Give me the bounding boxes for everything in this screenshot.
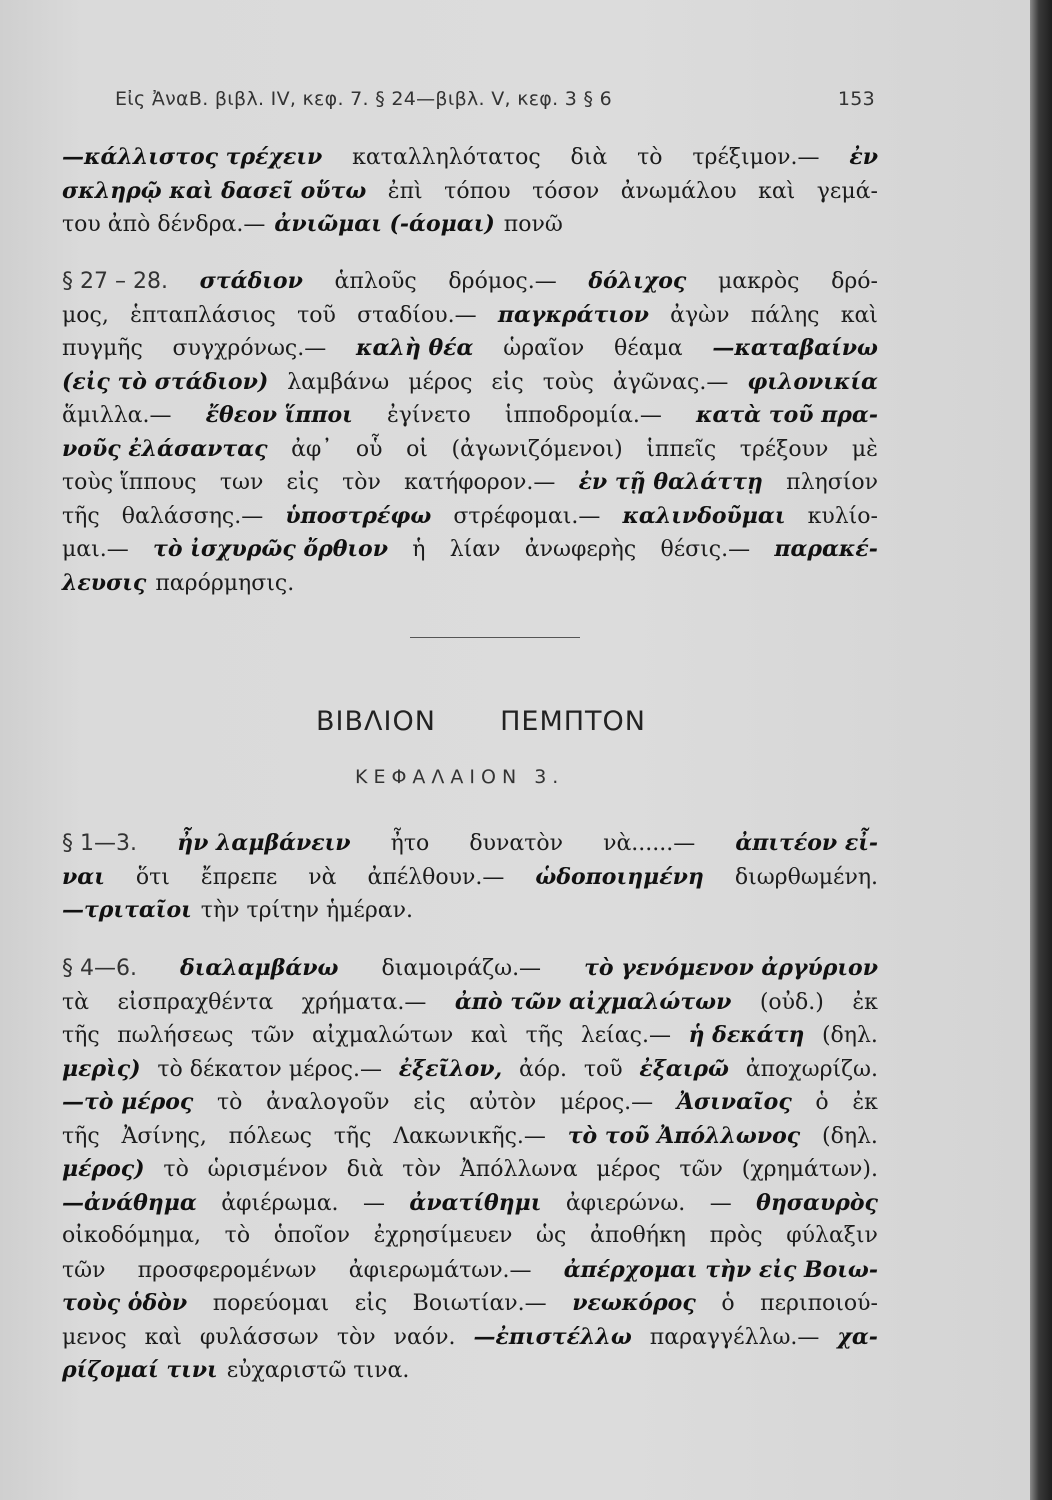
gloss-text: εὐχαριστῶ τινα. bbox=[226, 1358, 410, 1383]
gloss-text: τόσον bbox=[532, 178, 600, 204]
gloss-text: ἀπέλθουν.— bbox=[367, 864, 505, 890]
gloss-text: ναόν. bbox=[393, 1324, 456, 1350]
gloss-text: ἀόρ. bbox=[519, 1056, 568, 1082]
gloss-text: ἐχρησίμευεν bbox=[373, 1223, 513, 1248]
gloss-text: ἀγῶνας.— bbox=[612, 369, 729, 395]
gloss-text: σταδίου.— bbox=[357, 302, 477, 328]
gloss-text: (δηλ. bbox=[821, 1123, 878, 1149]
gloss-text: των bbox=[219, 470, 264, 495]
gloss-text: ἀγὼν bbox=[670, 302, 730, 328]
gloss-text: ἀποχωρίζω. bbox=[745, 1056, 878, 1082]
lemma-term: —ἀνάθημα bbox=[62, 1189, 197, 1216]
text-line bbox=[62, 830, 878, 864]
gloss-text: οὗ bbox=[355, 436, 383, 462]
gloss-text: ὅτι bbox=[135, 864, 170, 890]
book-title bbox=[316, 706, 646, 737]
lemma-term: ἀπέρχομαι τὴν εἰς Βοιω- bbox=[563, 1256, 878, 1283]
gloss-text: τὸν bbox=[402, 1157, 442, 1182]
gloss-text: χρήματα.— bbox=[301, 989, 427, 1015]
gloss-text: παραγγέλλω.— bbox=[649, 1324, 820, 1350]
text-line bbox=[62, 536, 878, 570]
gloss-text: διωρθωμένη. bbox=[734, 864, 878, 890]
text-line bbox=[62, 268, 878, 302]
gloss-text: λείας.— bbox=[580, 1023, 671, 1048]
gloss-text: τὸν bbox=[342, 470, 381, 495]
gloss-text: διὰ bbox=[570, 145, 608, 170]
gloss-text: μακρὸς bbox=[718, 269, 800, 294]
gloss-text: (δηλ. bbox=[821, 1023, 878, 1048]
gloss-text: πορεύομαι bbox=[212, 1291, 330, 1316]
text-line bbox=[62, 1257, 878, 1291]
lemma-term: ἐν bbox=[849, 144, 878, 170]
lemma-term: ἀπιτέον εἶ- bbox=[735, 830, 878, 856]
gloss-text: ὁ bbox=[721, 1291, 735, 1316]
lemma-term: ἀπὸ τῶν αἰχμαλώτων bbox=[454, 988, 732, 1015]
gloss-text: μὲ bbox=[851, 436, 878, 462]
gloss-text: μος, bbox=[62, 302, 109, 328]
gloss-text: ἀνωμάλου bbox=[620, 178, 737, 204]
gloss-text: ἀποθήκη bbox=[589, 1223, 686, 1248]
gloss-text: ὁ bbox=[815, 1090, 829, 1115]
gloss-text: τῶν bbox=[250, 1023, 295, 1048]
text-line bbox=[62, 989, 878, 1023]
gloss-text: θέσις.— bbox=[660, 537, 751, 562]
lemma-term: νοῦς ἐλάσαντας bbox=[62, 435, 268, 462]
section-divider bbox=[410, 637, 580, 638]
gloss-text: τὰ bbox=[62, 989, 90, 1015]
lemma-term: ἔθεον ἵπποι bbox=[205, 402, 353, 428]
gloss-text: τοῦ bbox=[297, 302, 336, 328]
gloss-text: ἀναλογοῦν bbox=[266, 1090, 390, 1115]
gloss-text: μαι.— bbox=[62, 537, 129, 562]
gloss-text: τόπου bbox=[444, 178, 511, 204]
lemma-term: φιλονικία bbox=[747, 368, 878, 395]
lemma-term: ὑποστρέφω bbox=[285, 502, 432, 529]
lemma-term: —κάλλιστος τρέχειν bbox=[62, 144, 323, 170]
text-line bbox=[62, 1056, 878, 1090]
gloss-text: ἱπποδρομία.— bbox=[504, 403, 662, 428]
gloss-text: λίαν bbox=[449, 537, 501, 562]
gloss-text: θέαμα bbox=[614, 336, 683, 361]
gloss-text: (χρημάτων). bbox=[741, 1157, 878, 1182]
lemma-term: τὸ γενόμενον ἀργύριον bbox=[584, 955, 878, 981]
gloss-text: Ἀπόλλωνα bbox=[459, 1157, 578, 1182]
lemma-term: ναι bbox=[62, 863, 105, 890]
gloss-text: τῶν bbox=[679, 1157, 723, 1182]
gloss-text: Ἀσίνης, bbox=[121, 1123, 207, 1149]
text-line bbox=[62, 503, 878, 537]
gloss-text: ἦτο bbox=[390, 831, 430, 856]
lemma-term: μέρος) bbox=[62, 1156, 145, 1182]
gloss-text: οἰκοδόμημα, bbox=[62, 1223, 201, 1248]
gloss-text: ἐγίνετο bbox=[386, 403, 471, 428]
lemma-term: τοὺς ὁδὸν bbox=[62, 1290, 188, 1316]
gloss-text: πλησίον bbox=[786, 470, 878, 495]
gloss-text: δρόμος.— bbox=[448, 269, 557, 294]
gloss-text: τρέξουν bbox=[739, 436, 829, 462]
text-line bbox=[62, 1156, 878, 1190]
lemma-term: ἦν λαμβάνειν bbox=[177, 830, 351, 856]
text-line bbox=[62, 302, 878, 336]
text-line bbox=[62, 211, 878, 245]
gloss-text: τὸ bbox=[637, 145, 663, 170]
gloss-text: ὡς bbox=[536, 1223, 567, 1248]
gloss-text: ἀνωφερὴς bbox=[524, 537, 637, 562]
gloss-text: τῆς bbox=[62, 1123, 100, 1149]
gloss-text: ἔπρεπε bbox=[200, 864, 278, 890]
lemma-term: κατὰ τοῦ πρα- bbox=[695, 402, 878, 428]
text-line bbox=[62, 1022, 878, 1056]
gloss-text: πάλης bbox=[750, 302, 820, 328]
text-line bbox=[62, 1357, 878, 1391]
lemma-term: ἐξεῖλον, bbox=[398, 1055, 503, 1082]
text-line bbox=[62, 369, 878, 403]
gloss-text: ἀφιερώνω. bbox=[565, 1190, 686, 1216]
gloss-text: — bbox=[709, 1190, 732, 1216]
gloss-text: τὴν τρίτην ἡμέραν. bbox=[200, 898, 413, 923]
gloss-text: κατήφορον.— bbox=[404, 470, 556, 495]
gloss-text: τῶν bbox=[62, 1257, 106, 1283]
text-line bbox=[62, 955, 878, 989]
gloss-text: οἱ bbox=[406, 436, 428, 462]
gloss-text: καὶ bbox=[840, 302, 878, 328]
lemma-term: —τριταῖοι bbox=[62, 897, 192, 923]
gloss-text: νὰ......— bbox=[603, 831, 696, 856]
lemma-term: μερὶς) bbox=[62, 1055, 141, 1082]
gloss-text: νὰ bbox=[308, 864, 337, 890]
gloss-text: περιποιού- bbox=[760, 1291, 878, 1316]
lemma-term: νεωκόρος bbox=[572, 1290, 696, 1316]
lemma-term: τὸ τοῦ Ἀπόλλωνος bbox=[567, 1122, 801, 1149]
gloss-text: μέρος bbox=[596, 1157, 661, 1182]
gloss-text: μενος bbox=[62, 1324, 127, 1350]
lemma-term: Ἀσιναῖος bbox=[676, 1089, 792, 1115]
gloss-text: ἡ bbox=[412, 537, 426, 562]
lemma-term: ἀνατίθημι bbox=[409, 1189, 542, 1216]
text-line bbox=[62, 864, 878, 898]
gloss-text: καὶ bbox=[470, 1023, 509, 1048]
gloss-text: πονῶ bbox=[503, 212, 563, 237]
text-line bbox=[62, 1089, 878, 1123]
gloss-text: τὸ bbox=[217, 1090, 243, 1115]
gloss-text: (ἀγωνιζόμενοι) bbox=[451, 436, 623, 462]
chapter-title: ΚΕΦΑΛΑΙΟΝ 3. bbox=[355, 766, 565, 788]
gloss-text: τρέξιμον.— bbox=[692, 145, 820, 170]
gloss-text: ἱππεῖς bbox=[646, 436, 717, 462]
lemma-term: δόλιχος bbox=[588, 268, 687, 294]
gloss-text: προσφερομένων bbox=[137, 1257, 317, 1283]
gloss-text: τῆς bbox=[333, 1123, 372, 1149]
gloss-text: ὡρισμένον bbox=[207, 1157, 328, 1182]
paragraph-2 bbox=[62, 268, 878, 603]
lemma-term: διαλαμβάνω bbox=[180, 955, 339, 981]
gloss-text: εἰσπραχθέντα bbox=[117, 989, 274, 1015]
gloss-text: (οὐδ.) bbox=[759, 989, 824, 1015]
gloss-text: καὶ bbox=[758, 178, 796, 204]
gloss-text: Βοιωτίαν.— bbox=[412, 1291, 547, 1316]
gloss-text: τὸν bbox=[336, 1324, 376, 1350]
lemma-term: καλινδοῦμαι bbox=[622, 502, 786, 529]
book-title-word-2: ΠΕΜΠΤΟΝ bbox=[500, 706, 646, 737]
gloss-text: του ἀπὸ δένδρα.— bbox=[62, 212, 266, 237]
lemma-term: θησαυρὸς bbox=[756, 1189, 878, 1216]
gloss-text: τὸ bbox=[163, 1157, 189, 1182]
gloss-text: ἀφ᾽ bbox=[291, 436, 333, 462]
gloss-text: παρόρμησις. bbox=[155, 570, 295, 596]
gloss-text: πόλεως bbox=[228, 1123, 312, 1149]
lemma-term: —καταβαίνω bbox=[712, 335, 878, 361]
lemma-term: σκληρῷ καὶ δασεῖ οὕτω bbox=[62, 177, 367, 204]
gloss-text: φύλαξιν bbox=[786, 1223, 878, 1248]
gloss-text: ἐπὶ bbox=[387, 178, 423, 204]
gloss-text: κυλίο- bbox=[807, 503, 878, 529]
lemma-term: παγκράτιον bbox=[497, 301, 649, 328]
gloss-text: καταλληλότατος bbox=[352, 145, 541, 170]
gloss-text: Λακωνικῆς.— bbox=[393, 1123, 546, 1149]
gloss-text: τοῦ bbox=[583, 1056, 623, 1082]
lemma-term: τὸ ἰσχυρῶς ὄρθιον bbox=[153, 536, 388, 562]
gloss-text: εἰς bbox=[354, 1291, 388, 1316]
gloss-text: τῆς bbox=[62, 503, 100, 529]
page-edge-shadow bbox=[1030, 0, 1052, 1500]
gloss-text: τῆς bbox=[62, 1023, 100, 1048]
gloss-text: μέρος bbox=[408, 369, 473, 395]
gloss-text: ἀφιέρωμα. bbox=[221, 1190, 339, 1216]
lemma-term: λευσις bbox=[62, 569, 147, 596]
section-marker: § 1—3. bbox=[62, 831, 137, 856]
gloss-text: ἁπλοῦς bbox=[334, 269, 417, 294]
text-line bbox=[62, 469, 878, 503]
gloss-text: πρὸς bbox=[709, 1223, 763, 1248]
gloss-text: πυγμῆς bbox=[62, 336, 143, 361]
text-line bbox=[62, 436, 878, 470]
gloss-text: φυλάσσων bbox=[199, 1324, 319, 1350]
gloss-text: λαμβάνω bbox=[287, 369, 390, 395]
gloss-text: ὡραῖον bbox=[503, 336, 585, 361]
gloss-text: αὐτὸν bbox=[469, 1090, 537, 1115]
lemma-term: ρίζομαί τινι bbox=[62, 1357, 218, 1383]
lemma-term: ὡδοποιημένη bbox=[535, 863, 704, 890]
lemma-term: καλὴ θέα bbox=[356, 335, 474, 361]
lemma-term: ἐν τῇ θαλάττῃ bbox=[578, 469, 763, 495]
gloss-text: τὸ δέκατον μέρος.— bbox=[157, 1056, 382, 1082]
text-line bbox=[62, 570, 878, 604]
section-marker: § 27 – 28. bbox=[62, 269, 168, 294]
gloss-text: ἀφιερωμάτων.— bbox=[348, 1257, 532, 1283]
paragraph-4 bbox=[62, 955, 878, 1391]
header-reference: Εἰς ἈναΒ. βιβλ. IV, κεφ. 7. § 24—βιβλ. V, κεφ. 3 § 6 bbox=[115, 88, 613, 110]
book-title-word-1: ΒΙΒΛΙΟΝ bbox=[316, 706, 436, 737]
gloss-text: διαμοιράζω.— bbox=[381, 956, 542, 981]
gloss-text: τοὺς bbox=[542, 369, 594, 395]
text-line bbox=[62, 1123, 878, 1157]
lemma-term: στάδιον bbox=[199, 268, 303, 294]
gloss-text: στρέφομαι.— bbox=[453, 503, 601, 529]
gloss-text: εἰς bbox=[413, 1090, 446, 1115]
lemma-term: παρακέ- bbox=[774, 536, 878, 562]
gloss-text: δυνατὸν bbox=[469, 831, 563, 856]
lemma-term: ἡ δεκάτη bbox=[688, 1022, 805, 1048]
lemma-term: —τὸ μέρος bbox=[62, 1089, 194, 1115]
gloss-text: ὁποῖον bbox=[273, 1223, 350, 1248]
lemma-term: —ἐπιστέλλω bbox=[473, 1323, 632, 1350]
gloss-text: γεμά- bbox=[816, 178, 878, 204]
lemma-term: (εἰς τὸ στάδιον) bbox=[62, 368, 269, 395]
gloss-text: τοὺς ἵππους bbox=[62, 470, 197, 495]
gloss-text: δρό- bbox=[831, 269, 878, 294]
gloss-text: ἅμιλλα.— bbox=[62, 403, 172, 428]
section-marker: § 4—6. bbox=[62, 956, 137, 981]
paragraph-1 bbox=[62, 144, 878, 245]
gloss-text: διὰ bbox=[346, 1157, 384, 1182]
text-line bbox=[62, 897, 878, 931]
gloss-text: τὸ bbox=[224, 1223, 251, 1248]
gloss-text: ἐκ bbox=[852, 989, 878, 1015]
gloss-text: θαλάσσης.— bbox=[121, 503, 264, 529]
paragraph-3 bbox=[62, 830, 878, 931]
lemma-term: ἀνιῶμαι (-άομαι) bbox=[274, 211, 495, 237]
gloss-text: εἰς bbox=[491, 369, 524, 395]
gloss-text: τῆς bbox=[525, 1023, 564, 1048]
lemma-term: ἐξαιρῶ bbox=[639, 1055, 729, 1082]
text-line bbox=[62, 335, 878, 369]
gloss-text: συγχρόνως.— bbox=[172, 336, 327, 361]
text-line bbox=[62, 1290, 878, 1324]
gloss-text: εἰς bbox=[286, 470, 319, 495]
gloss-text: αἰχμαλώτων bbox=[311, 1023, 454, 1048]
gloss-text: καὶ bbox=[144, 1324, 182, 1350]
gloss-text: ἐκ bbox=[852, 1090, 878, 1115]
lemma-term: χα- bbox=[837, 1323, 878, 1350]
gloss-text: μέρος.— bbox=[559, 1090, 654, 1115]
text-line bbox=[62, 1223, 878, 1257]
gloss-text: ἑπταπλάσιος bbox=[130, 302, 276, 328]
text-line bbox=[62, 1324, 878, 1358]
text-line bbox=[62, 1190, 878, 1224]
text-line bbox=[62, 144, 878, 178]
gloss-text: — bbox=[362, 1190, 385, 1216]
gloss-text: πωλήσεως bbox=[117, 1023, 234, 1048]
running-header bbox=[115, 88, 875, 110]
text-line bbox=[62, 178, 878, 212]
text-line bbox=[62, 402, 878, 436]
page-number: 153 bbox=[837, 88, 875, 110]
